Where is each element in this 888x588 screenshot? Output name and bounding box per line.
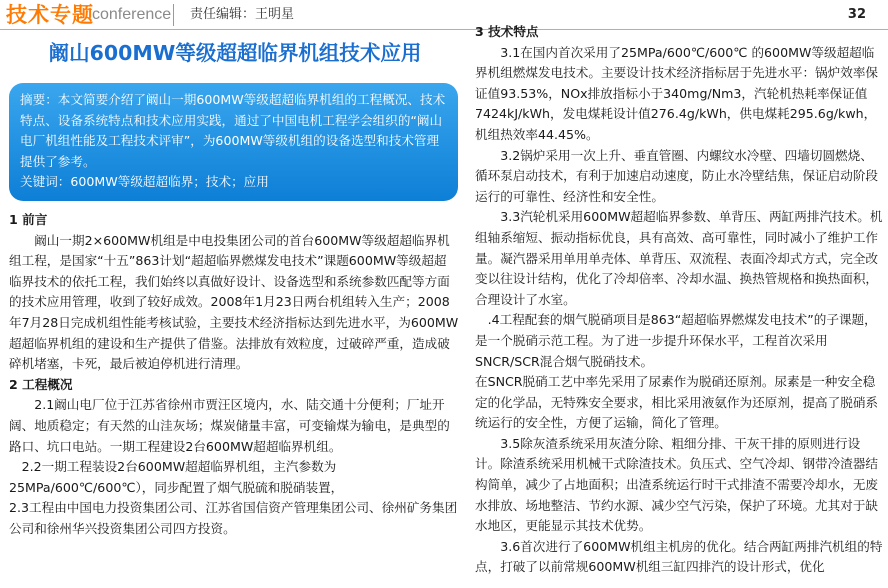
header-separator — [173, 4, 174, 26]
page-number: 32 — [847, 7, 866, 22]
section-heading-overview: 2 工程概况 — [9, 376, 73, 392]
abstract-box — [9, 83, 458, 201]
paragraph: 2.2一期工程装设2台600MW超超临界机组，主汽参数为25MPa/600℃/600℃），同步配置了烟气脱硫和脱硝装置， — [9, 459, 344, 495]
left-column — [9, 210, 459, 540]
article-title: 阚山600MW等级超超临界机组技术应用 — [48, 41, 422, 65]
paragraph: 阚山一期2×600MW机组是中电投集团公司的首台600MW等级超超临界机组工程，是国家“十五”863计划“超超临界燃煤发电技术”课题600MW等级超超临界技术的依托工程，我们始终以真做好设计、设备选型和系统参数匹配等方面的技术应用管理，收到了较好成效。2008年1月23日两台机组转入生产；2008年7月28日完成机组性能考核试验，主要技术经济指标达到先进水平，为600MW超超临界机组的建设和生产提供了借鉴。法排放有效粒度，过破碎严重，造成破碎机堵塞，卡死，最后被迫停机进行清理。 — [9, 232, 459, 372]
paragraph: 3.1在国内首次采用了25MPa/600℃/600℃ 的600MW等级超超临界机组燃煤发电技术。主要设计技术经济指标居于先进水平：锅炉效率保证值93.53%，NOx排放指标小于340mg/Nm3，汽轮机热耗率保证值7424kJ/kWh，发电煤耗设计值276.4g/kWh，供电煤耗295.6g/kwh，机组热效率44.45%。 — [475, 44, 878, 142]
section-brand: 技术专题 — [6, 3, 94, 27]
paragraph: .4工程配套的烟气脱硝项目是863“超超临界燃煤发电技术”的子课题，是一个脱硝示范工程。为了进一步提升环保水平，工程首次采用SNCR/SCR混合烟气脱硝技术。 — [475, 312, 877, 369]
paragraph: 3.6首次进行了600MW机组主机房的优化。结合两缸两排汽机组的特点，打破了以前常规600MW机组三缸四排汽的设计形式，优化 — [475, 538, 883, 575]
keywords-text: 关键词：600MW等级超超临界；技术；应用 — [20, 174, 269, 189]
right-column — [475, 22, 885, 578]
abstract-text: 摘要：本文简要介绍了阚山一期600MW等级超超临界机组的工程概况、技术特点、设备系统特点和技术应用实践，通过了中国电机工程学会组织的“阚山电厂机组性能及工程技术评审”，为600MW等级机组的设备选型和技术管理提供了参考。 — [20, 92, 446, 169]
paragraph: 3.2锅炉采用一次上升、垂直管圈、内螺纹水冷壁、四墙切圆燃烧、循环泵启动技术，有利于加速启动速度，防止水冷壁结焦，保证启动阶段运行的可靠性、经济性和安全性。 — [475, 147, 878, 204]
paragraph: 在SNCR脱硝工艺中率先采用了尿素作为脱硝还原剂。尿素是一种安全稳定的化学品，无特殊安全要求，相比采用液氨作为还原剂，提高了脱硝系统运行的安全性，方便了运输，简化了管理。 — [475, 374, 878, 431]
conference-label: conference — [92, 6, 172, 23]
section-heading-features: 3 技术特点 — [475, 24, 539, 39]
paragraph: 2.3工程由中国电力投资集团公司、江苏省国信资产管理集团公司、徐州矿务集团公司和徐州华兴投资集团公司四方投资。 — [9, 500, 458, 536]
section-heading-intro: 1 前言 — [9, 212, 48, 227]
paragraph: 2.1阚山电厂位于江苏省徐州市贾汪区境内，水、陆交通十分便利；厂址开阔、地质稳定；有天然的山洼灰场；煤炭储量丰富，可变输煤为输电，是典型的路口、坑口电站。一期工程建设2台600MW超超临界机组。 — [9, 397, 450, 454]
paragraph: 3.5除灰渣系统采用灰渣分除、粗细分排、干灰干排的原则进行设计。除渣系统采用机械干式除渣技术。负压式、空气冷却、钢带冷渣器结构简单，减少了占地面积；出渣系统运行时干式排渣不需要冷却水，无废水排放、场地整洁、节约水源、减少空气污染，保护了环境。尤其对于缺水地区，更能显示其技术优势。 — [475, 435, 878, 534]
paragraph: 3.3汽轮机采用600MW超超临界参数、单背压、两缸两排汽技术。机组轴系缩短、振动指标优良，具有高效、高可靠性，同时减小了维护工作量。凝汽器采用单用单壳体、单背压、双流程、表面冷却式方式，完全改变以往设计结构，优化了冷却倍率、冷却水温、换热管规格和换热面积，合理设计了水室。 — [475, 209, 883, 307]
editor-credit: 责任编辑：王明星 — [190, 7, 295, 22]
